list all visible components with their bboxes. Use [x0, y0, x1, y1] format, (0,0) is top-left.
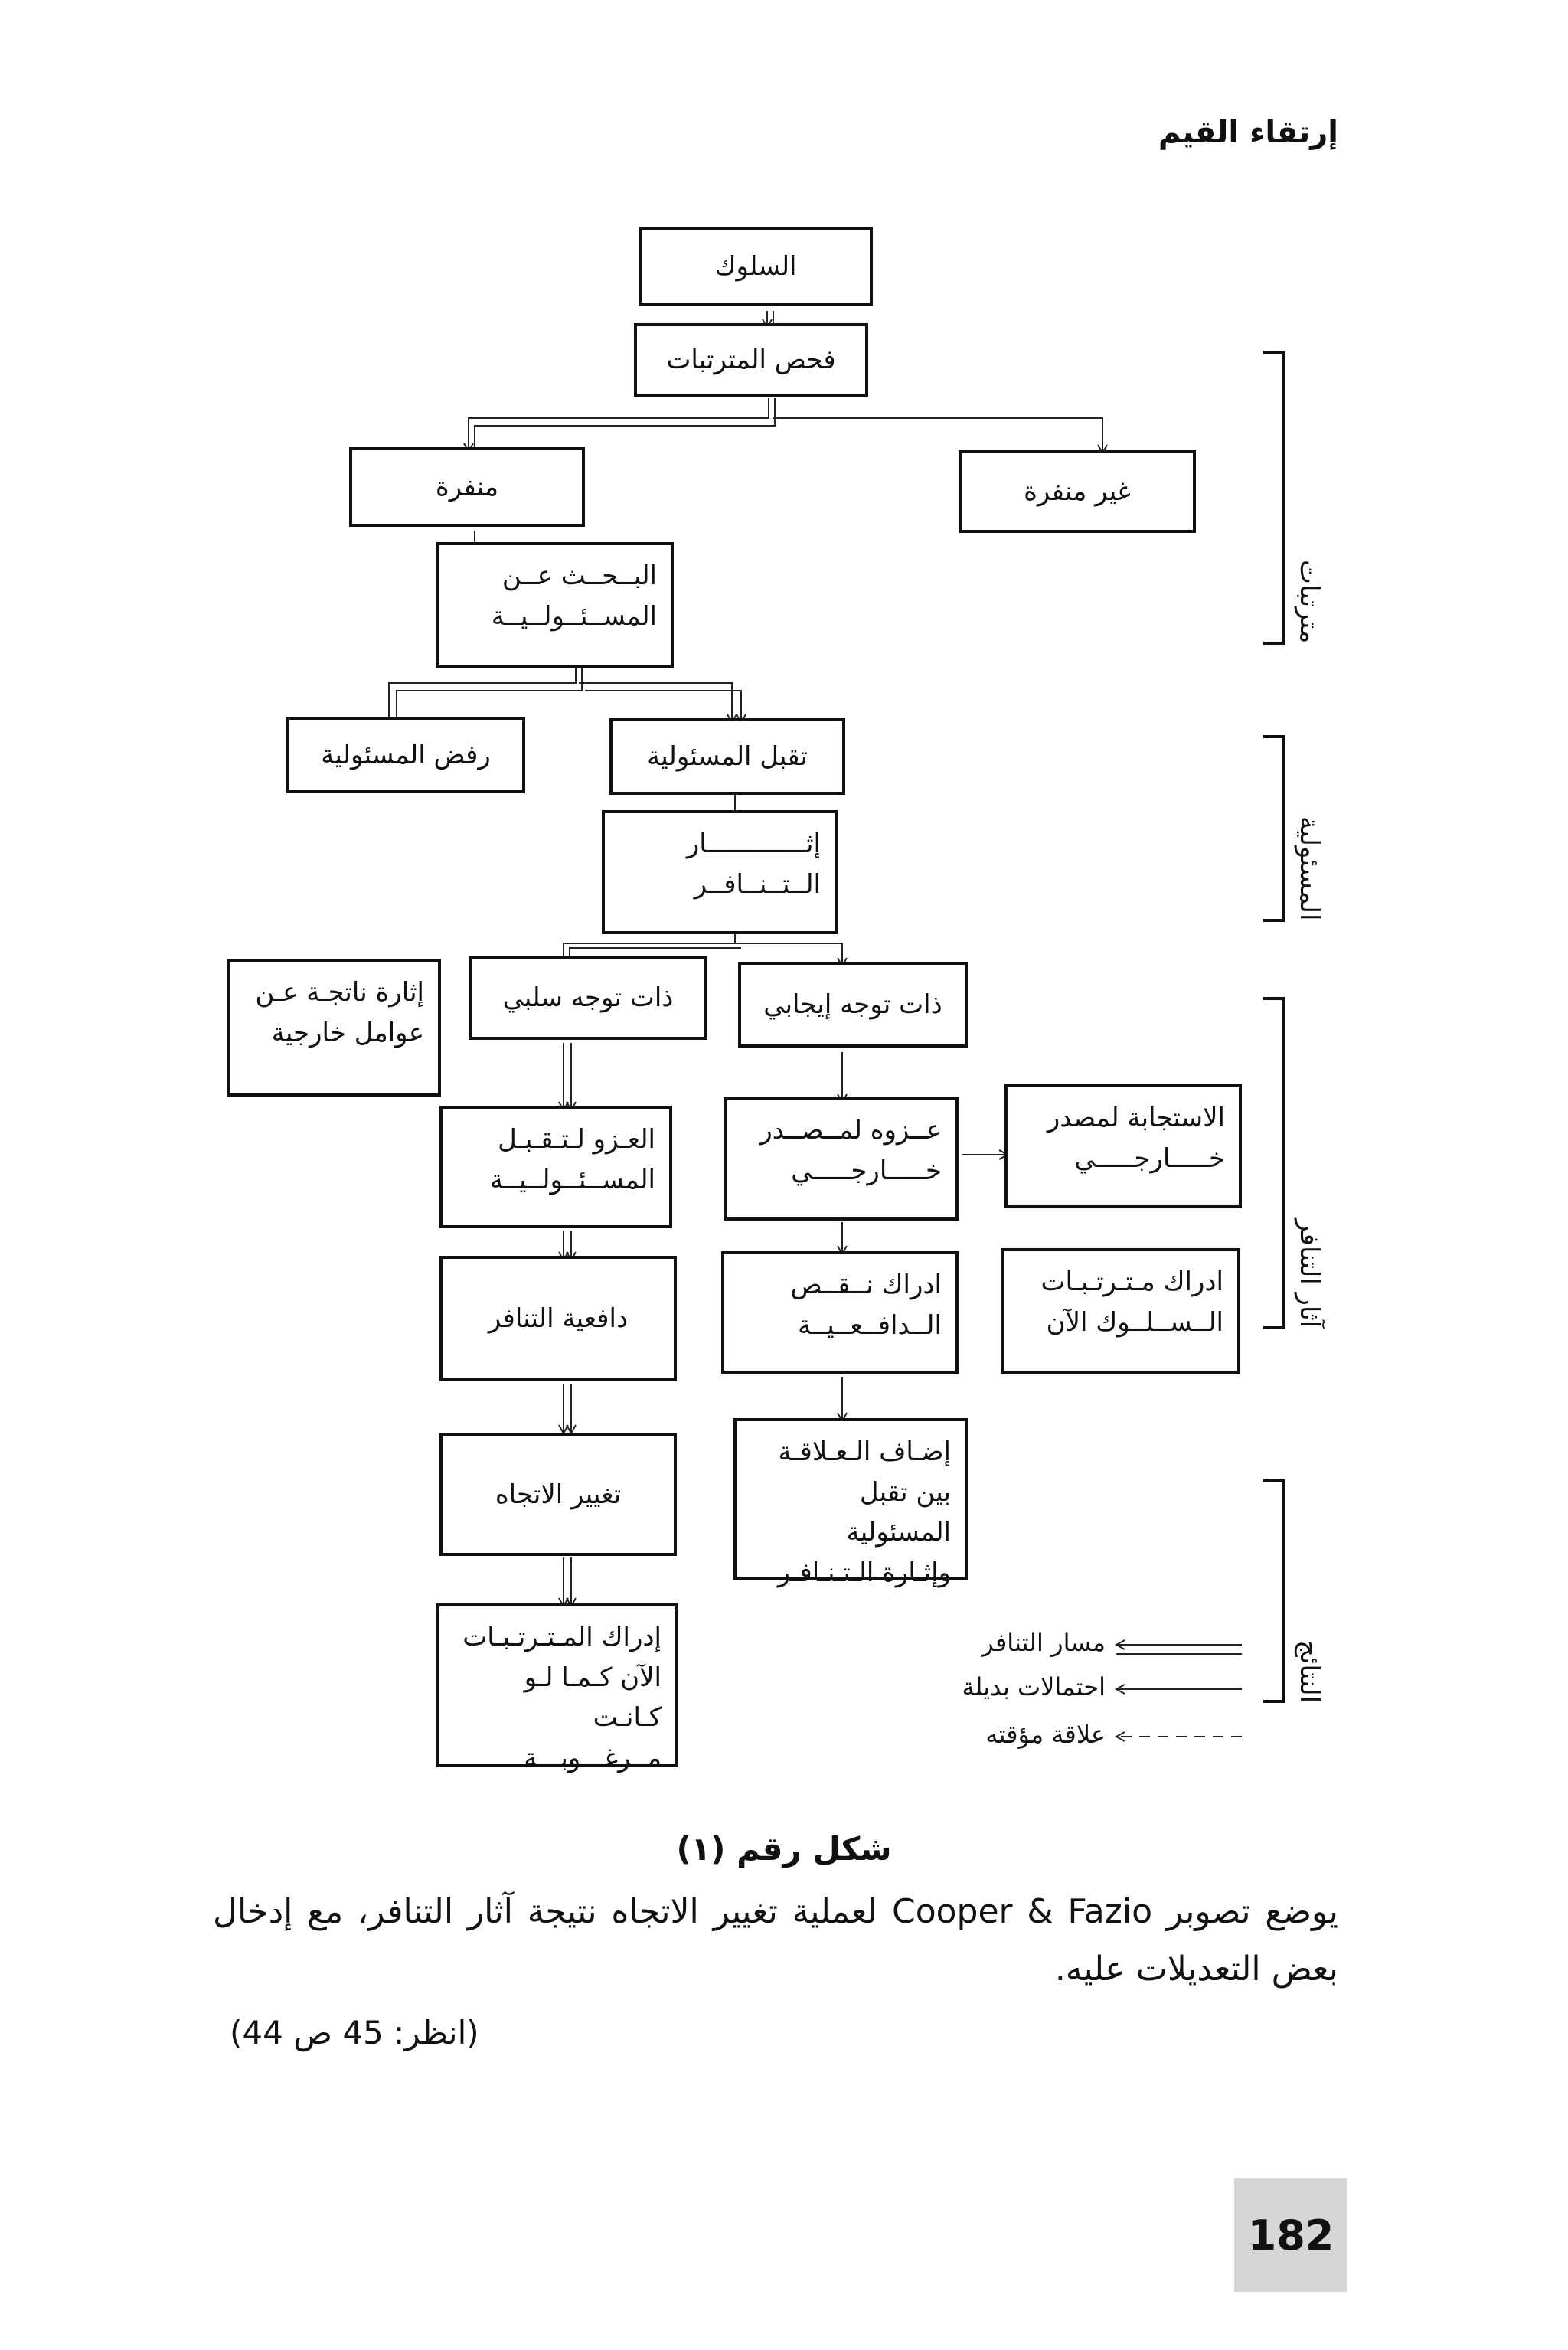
node-attribution-external: عــزوه لمــصــدر خـــــارجـــــي — [724, 1097, 959, 1221]
page-number: 182 — [1247, 2211, 1334, 2260]
side-label-results: النتائج — [1294, 1639, 1325, 1703]
bracket-dissonance-effects — [1263, 997, 1285, 1329]
bracket-results — [1263, 1479, 1285, 1703]
edge-search-accept — [579, 683, 732, 723]
node-response-external: الاستجابة لمصدر خـــــارجـــــي — [1004, 1084, 1242, 1208]
node-perceive-low-motive: ادراك نــقــص الــدافــعــيــة — [721, 1251, 959, 1374]
side-label-dissonance-effects: آثار التنافر — [1294, 1218, 1325, 1328]
node-add-relation: إضـاف الـعـلاقـة بين تقبل المسئولية وإثـارة الـتـنـافـر — [733, 1418, 968, 1580]
legend-alternative: احتمالات بديلة — [962, 1672, 1106, 1701]
node-reject-responsibility: رفض المسئولية — [286, 717, 525, 793]
legend-temporary: علاقة مؤقته — [985, 1720, 1106, 1749]
edge-examine-nonaversive — [773, 418, 1102, 453]
node-attribution-accept: العـزو لـتـقـبـل المســئــولــيــة — [439, 1106, 672, 1228]
node-negative-orientation: ذات توجه سلبي — [469, 956, 707, 1040]
side-label-responsibility: المسئولية — [1294, 815, 1325, 920]
body-paragraph: يوضع تصوبر Cooper & Fazio لعملية تغيير الاتجاه نتيجة آثار التنافر، مع إدخال بعض التعديلات عليه. — [213, 1892, 1338, 1989]
node-external-arousal: إثارة ناتجـة عـن عوامل خارجية — [227, 959, 441, 1097]
node-positive-orientation: ذات توجه إيجابي — [738, 962, 968, 1048]
node-dissonance-arousal: إثـــــــــــــار الــتــنــافــر — [602, 810, 838, 934]
node-examine-consequences: فحص المترتبات — [634, 323, 868, 397]
figure-caption: شكل رقم (١) — [676, 1830, 892, 1868]
node-aversive: منفرة — [349, 447, 585, 527]
node-perceive-consequences: ادراك مـتـرتـبـات الــســلــوك الآن — [1001, 1248, 1240, 1374]
reference-note: (انظر: 45 ص 44) — [230, 2014, 479, 2051]
node-non-aversive: غير منفرة — [959, 450, 1196, 533]
node-search-responsibility: البــحــث عــن المســئــولــيــة — [436, 542, 674, 668]
node-behavior: السلوك — [639, 227, 873, 306]
page-number-box — [1234, 2178, 1348, 2292]
node-accept-responsibility: تقبل المسئولية — [609, 718, 845, 795]
node-dissonance-motive: دافعية التنافر — [439, 1256, 677, 1381]
legend-dissonance-path: مسار التنافر — [982, 1628, 1106, 1657]
running-head: إرتقاء القيم — [1158, 115, 1338, 150]
side-label-consequences: مترتبات — [1294, 559, 1325, 643]
bracket-consequences — [1263, 351, 1285, 645]
bracket-responsibility — [1263, 735, 1285, 922]
node-attitude-change: تغيير الاتجاه — [439, 1433, 677, 1556]
edge-examine-aversive-2 — [475, 398, 775, 452]
node-perceive-desirable: إدراك المـتـرتـبـات الآن كـمـا لـو كـانـت مــرغـــوبـــة — [436, 1603, 678, 1767]
